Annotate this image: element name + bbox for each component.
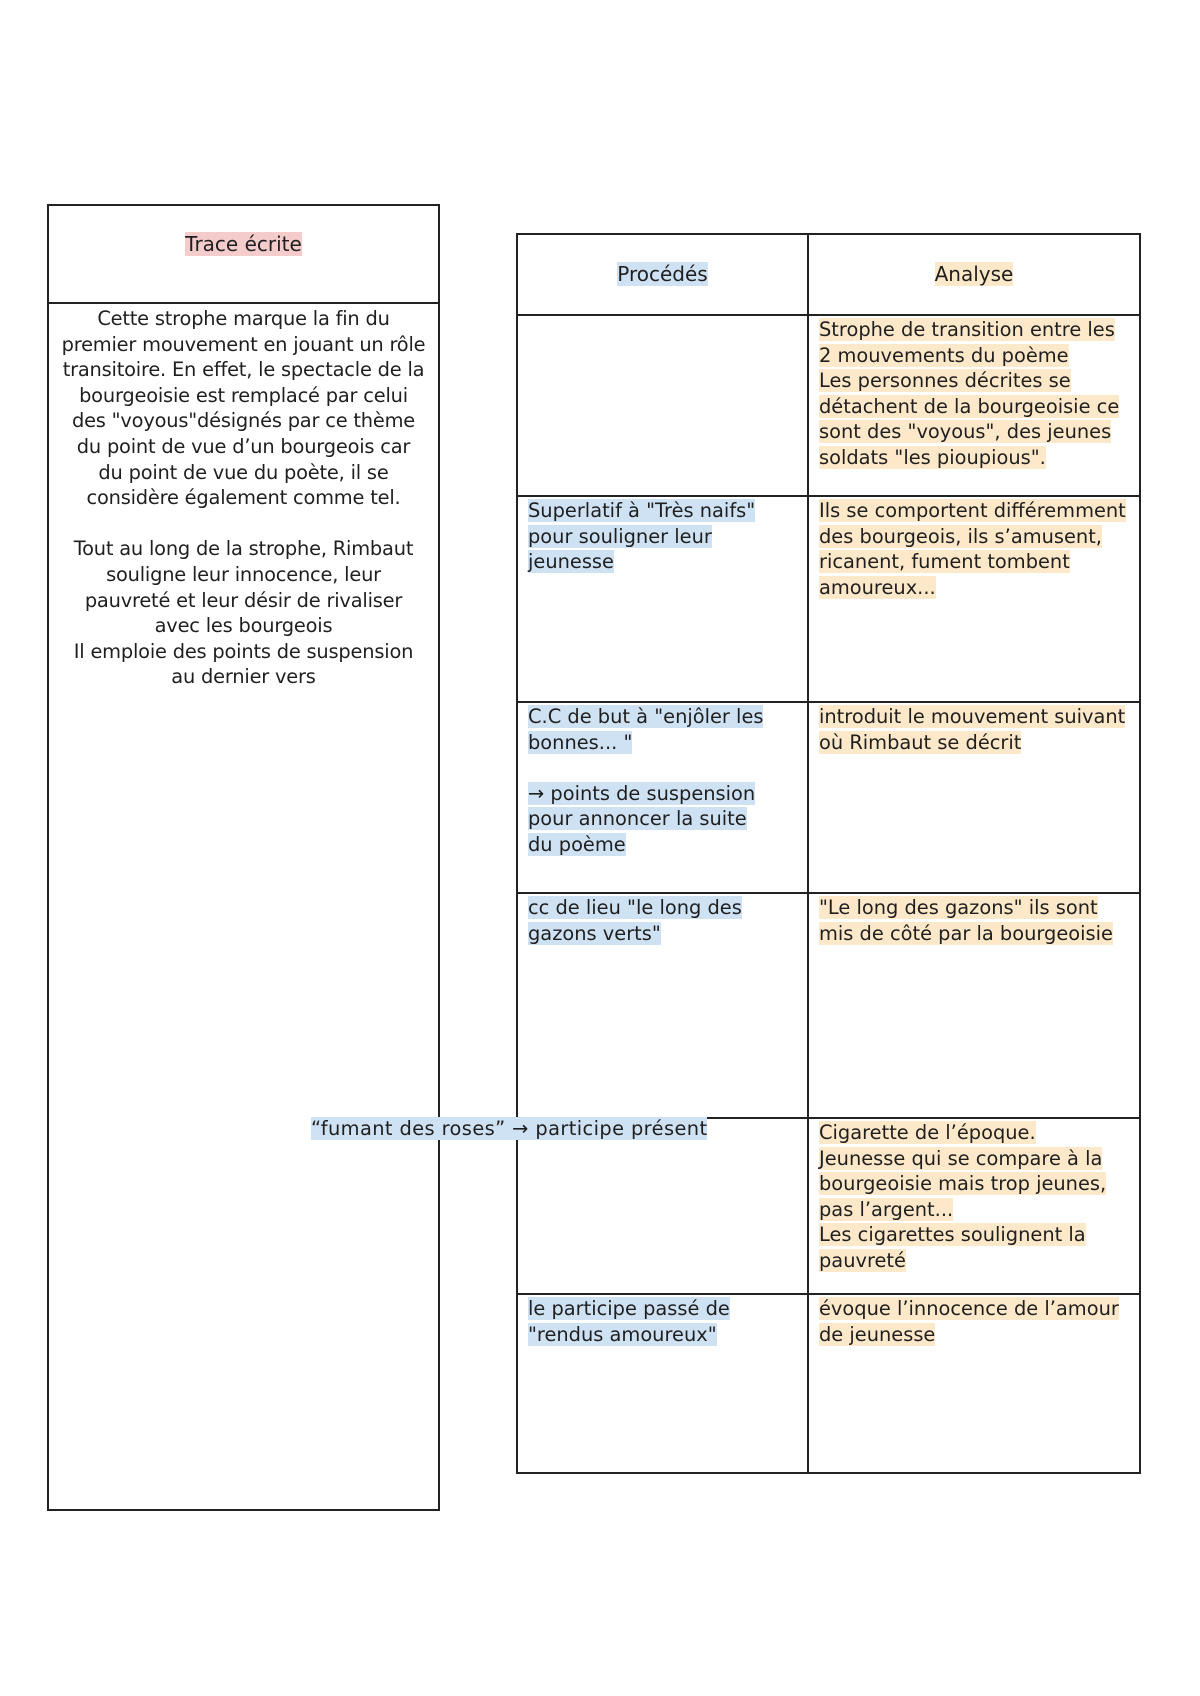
analyse-line: Les cigarettes soulignent la xyxy=(819,1223,1086,1247)
procedes-line: pour souligner leur xyxy=(528,524,712,548)
trace-line: pauvreté et leur désir de rivaliser xyxy=(84,588,403,612)
trace-ecrite-box xyxy=(47,204,440,1511)
analyse-line: des bourgeois, ils s’amusent, xyxy=(819,524,1102,548)
table-row xyxy=(517,1294,1140,1473)
procedes-line: gazons verts" xyxy=(528,921,661,945)
procedes-line: pour annoncer la suite xyxy=(528,807,747,831)
analyse-cell xyxy=(808,893,1140,1118)
trace-line: avec les bourgeois xyxy=(154,614,333,638)
table-row xyxy=(517,315,1140,496)
floating-note xyxy=(311,1116,707,1142)
analyse-line: "Le long des gazons" ils sont xyxy=(819,896,1098,919)
procedes-line: → points de suspension xyxy=(528,781,756,805)
analyse-line: sont des "voyous", des jeunes xyxy=(819,420,1112,444)
trace-line: premier mouvement en jouant un rôle xyxy=(61,332,426,356)
analysis-table xyxy=(516,233,1141,1474)
analyse-line: introduit le mouvement suivant xyxy=(819,705,1126,728)
analyse-cell xyxy=(808,315,1140,496)
procedes-cell xyxy=(517,496,808,702)
table-row xyxy=(517,893,1140,1118)
analyse-line: amoureux... xyxy=(819,575,936,599)
analyse-line: Ils se comportent différemment xyxy=(819,499,1126,522)
procedes-line: bonnes... " xyxy=(528,730,633,754)
trace-line: Il emploie des points de suspension xyxy=(73,639,414,663)
procedes-line: du poème xyxy=(528,832,626,856)
analyse-cell xyxy=(808,1294,1140,1473)
table-row xyxy=(517,496,1140,702)
procedes-cell xyxy=(517,1118,808,1294)
analyse-line: Les personnes décrites se xyxy=(819,369,1071,393)
trace-line: des "voyous"désignés par ce thème xyxy=(71,409,416,433)
trace-line: Tout au long de la strophe, Rimbaut xyxy=(73,537,414,561)
trace-line: du point de vue du poète, il se xyxy=(98,460,389,484)
procedes-cell xyxy=(517,315,808,496)
procedes-line: "rendus amoureux" xyxy=(528,1322,717,1346)
analyse-line: Jeunesse qui se compare à la xyxy=(819,1146,1103,1170)
trace-ecrite-title: Trace écrite xyxy=(185,232,302,256)
table-row xyxy=(517,1118,1140,1294)
trace-line: transitoire. En effet, le spectacle de la xyxy=(62,358,425,382)
analyse-line: où Rimbaut se décrit xyxy=(819,730,1022,754)
trace-ecrite-body xyxy=(55,306,432,690)
analyse-line: Cigarette de l’époque. xyxy=(819,1121,1036,1144)
trace-line: souligne leur innocence, leur xyxy=(106,562,381,586)
analyse-header xyxy=(808,234,1140,315)
procedes-line: le participe passé de xyxy=(528,1297,730,1320)
analyse-line: de jeunesse xyxy=(819,1322,936,1346)
analyse-cell xyxy=(808,496,1140,702)
procedes-cell xyxy=(517,893,808,1118)
procedes-line: Superlatif à "Très naifs" xyxy=(528,499,756,522)
procedes-cell xyxy=(517,1294,808,1473)
analyse-line: mis de côté par la bourgeoisie xyxy=(819,921,1113,945)
analyse-line: bourgeoisie mais trop jeunes, xyxy=(819,1172,1107,1196)
procedes-header-label: Procédés xyxy=(617,261,708,286)
trace-ecrite-header xyxy=(49,206,438,304)
trace-line: du point de vue d’un bourgeois car xyxy=(76,434,411,458)
table-row xyxy=(517,702,1140,893)
table-header-row xyxy=(517,234,1140,315)
analyse-line: pauvreté xyxy=(819,1248,906,1272)
trace-line: bourgeoisie est remplacé par celui xyxy=(79,383,408,407)
procedes-line: cc de lieu "le long des xyxy=(528,896,742,919)
procedes-header xyxy=(517,234,808,315)
trace-line: au dernier vers xyxy=(171,665,316,689)
analyse-line: ricanent, fument tombent xyxy=(819,550,1070,574)
analyse-line: 2 mouvements du poème xyxy=(819,343,1069,367)
analyse-header-label: Analyse xyxy=(934,261,1014,286)
analyse-line: pas l’argent... xyxy=(819,1197,954,1221)
analyse-line: soldats "les pioupious". xyxy=(819,445,1046,469)
floating-note-text: “fumant des roses” → participe présent xyxy=(311,1117,708,1140)
analyse-line: détachent de la bourgeoisie ce xyxy=(819,394,1120,418)
procedes-line: C.C de but à "enjôler les xyxy=(528,705,764,728)
analyse-cell xyxy=(808,702,1140,893)
trace-line: Cette strophe marque la fin du xyxy=(97,307,390,330)
analyse-line: évoque l’innocence de l’amour xyxy=(819,1297,1119,1320)
analyse-cell xyxy=(808,1118,1140,1294)
analyse-line: Strophe de transition entre les xyxy=(819,318,1115,341)
procedes-line: jeunesse xyxy=(528,550,614,574)
trace-line: considère également comme tel. xyxy=(86,486,401,510)
procedes-cell xyxy=(517,702,808,893)
